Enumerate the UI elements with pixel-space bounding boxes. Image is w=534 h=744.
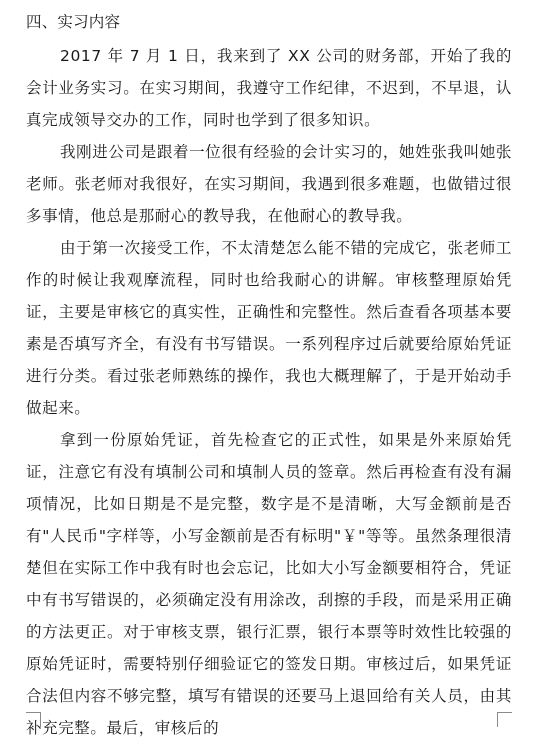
paragraph-4: 拿到一份原始凭证，首先检查它的正式性，如果是外来原始凭证，注意它有没有填制公司和填制人员的签章。然后再检查有没有漏项情况，比如日期是不是完整，数字是不是清晰，大写金额前是否有"人民币"字样等，小写金额前是否有标明"￥"等等。虽然条理很清楚但在实际工作中我有时也会忘记，比如大小写金额要相符合，凭证中有书写错误的，必须确定没有用涂改，刮擦的手段，而是采用正确的方法更正。对于审核支票，银行汇票，银行本票等时效性比较强的原始凭证时，需要特别仔细验证它的签发日期。审核过后，如果凭证合法但内容不够完整，填写有错误的还要马上退回给有关人员，由其补充完整。最后，审核后的 xyxy=(26,431,512,737)
page-corner-mark-right xyxy=(497,712,512,727)
page-corner-mark-left xyxy=(26,712,41,727)
document-body xyxy=(26,10,512,744)
paragraph-2: 我刚进公司是跟着一位很有经验的会计实习的，她姓张我叫她张老师。张老师对我很好，在实习期间，我遇到很多难题，也做错过很多事情，他总是那耐心的教导我，在他耐心的教导我。 xyxy=(26,143,512,225)
paragraph-3: 由于第一次接受工作，不太清楚怎么能不错的完成它，张老师工作的时候让我观摩流程，同时也给我耐心的讲解。审核整理原始凭证，主要是审核它的真实性，正确性和完整性。然后查看各项基本要素是否填写齐全，有没有书写错误。一系列程序过后就要给原始凭证进行分类。看过张老师熟练的操作，我也大概理解了，于是开始动手做起来。 xyxy=(26,239,512,417)
paragraph-1: 2017 年 7 月 1 日，我来到了 XX 公司的财务部，开始了我的会计业务实习。在实习期间，我遵守工作纪律，不迟到，不早退，认真完成领导交办的工作，同时也学到了很多知识。 xyxy=(26,47,512,129)
section-heading: 四、实习内容 xyxy=(26,13,121,31)
